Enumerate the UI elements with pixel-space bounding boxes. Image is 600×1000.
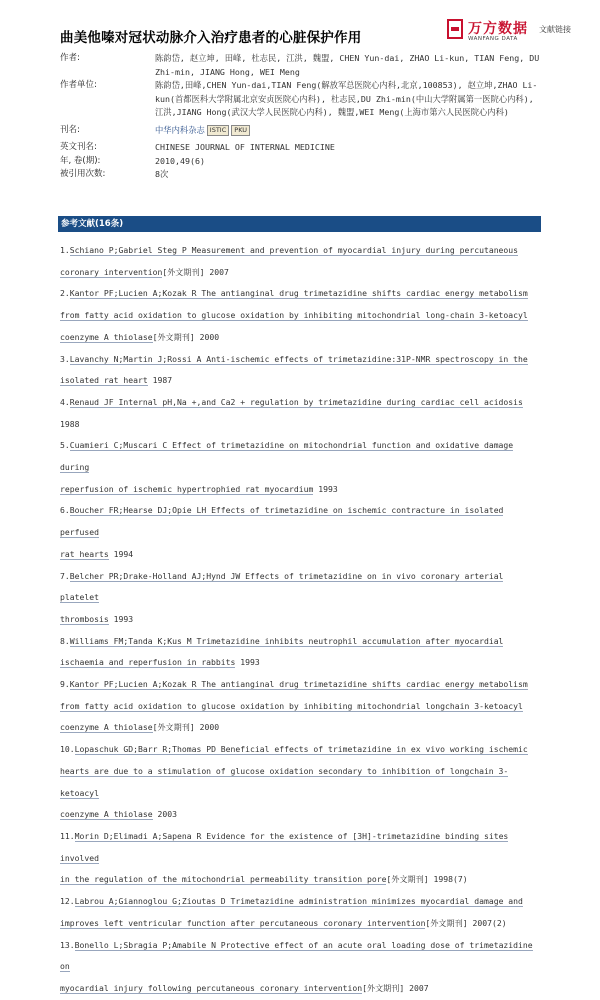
reference-link[interactable]: isolated rat heart [60,375,148,386]
meta-value-journal [155,124,540,138]
reference-text: 2003 [152,809,177,820]
reference-link[interactable]: Morin D;Elimadi A;Sapena R Evidence for the existence of [3H]-trimetazidine binding sites involved [60,830,509,863]
reference-text: 1. [60,245,70,255]
reference-link[interactable]: Schiano P;Gabriel Steg P Measurement and prevention of myocardial injury during percutaneous [69,245,519,255]
meta-label: 被引用次数: [60,169,106,179]
reference-link[interactable]: Boucher FR;Hearse DJ;Opie LH Effects of trimetazidine on ischemic contracture in isolated perfused [60,505,504,538]
reference-link[interactable]: Lopaschuk GD;Barr R;Thomas PD Beneficial effects of trimetazidine in ex vivo working ischemic [74,744,528,755]
reference-text: 8. [60,635,70,646]
reference-line [60,696,540,718]
reference-text: 1993 [235,657,260,668]
reference-text: [外文期刊] 2007 [362,982,429,993]
reference-text: 3. [60,353,70,364]
wanfang-logo[interactable] [447,19,587,47]
reference-line [60,566,540,609]
reference-link[interactable]: Belcher PR;Drake-Holland AJ;Hynd JW Effects of trimetazidine on in vivo coronary arterial platelet [60,570,504,603]
reference-text: 10. [60,744,75,755]
reference-link[interactable]: Williams FM;Tanda K;Kus M Trimetazidine inhibits neutrophil accumulation after myocardial [69,635,504,646]
reference-line [60,370,540,392]
reference-text: 1994 [108,548,134,559]
reference-text: 7. [60,570,70,581]
reference-link[interactable]: Lavanchy N;Martin J;Rossi A Anti-ischemic effects of trimetazidine:31P-NMR spectroscopy in the [69,353,528,364]
reference-text: 5. [60,440,70,451]
reference-line [60,240,540,262]
reference-item [60,500,540,565]
reference-link[interactable]: Renaud JF Internal pH,Na +,and Ca2 + regulation by trimetazidine during cardiac cell acidosis [69,396,523,407]
reference-line [60,935,540,978]
istic-badge: ISTIC [207,125,229,136]
meta-affiliations [60,79,540,120]
reference-link[interactable]: from fatty acid oxidation to glucose oxidation by inhibiting mitochondrial longchain 3-ketoacyl [60,700,523,711]
reference-link[interactable]: coenzyme A thiolase [60,722,153,733]
reference-item [60,283,540,348]
reference-item [60,392,540,435]
reference-text: 11. [60,830,75,841]
reference-line [60,761,540,804]
reference-link[interactable]: reperfusion of ischemic hypertrophied rat myocardium [60,483,314,494]
reference-line [60,349,540,371]
reference-text: 1988 [60,418,80,429]
reference-item [60,826,540,891]
reference-text: 1987 [147,375,173,386]
reference-text: 12. [60,896,75,907]
reference-text: [外文期刊] 2000 [152,331,220,342]
reference-text: 9. [60,679,70,690]
page-title: 曲美他嗪对冠状动脉介入治疗患者的心脏保护作用 [60,30,362,46]
reference-link[interactable]: Kantor PF;Lucien A;Kozak R The antianginal drug trimetazidine shifts cardiac energy metabolism [69,288,528,299]
reference-text: [外文期刊] 2007(2) [425,917,507,928]
reference-link[interactable]: Bonello L;Sbragia P;Amabile N Protective effect of an acute oral loading dose of trimetazidine on [60,939,533,972]
reference-item [60,349,540,392]
reference-line [60,674,540,696]
reference-item [60,739,540,826]
reference-item [60,240,540,283]
reference-item [60,631,540,674]
reference-link[interactable]: Labrou A;Giannoglou G;Zioutas D Trimetazidine administration minimizes myocardial damage and [74,896,523,907]
references-header: 参考文献(16条) [58,216,541,232]
reference-item [60,935,540,1000]
reference-line [60,891,540,913]
reference-link[interactable]: Kantor PF;Lucien A;Kozak R The antianginal drug trimetazidine shifts cardiac energy metabolism [69,679,528,690]
meta-label: 年, 卷(期): [60,155,101,166]
reference-line [60,652,540,674]
meta-year-volume [60,155,540,169]
reference-link[interactable]: in the regulation of the mitochondrial permeability transition pore [60,874,387,885]
pku-badge: PKU [231,125,250,136]
reference-item [60,891,540,934]
reference-link[interactable]: ischaemia and reperfusion in rabbits [60,657,236,668]
reference-line [60,739,540,761]
meta-value-journal-en[interactable]: CHINESE JOURNAL OF INTERNAL MEDICINE [155,142,335,152]
reference-line [60,283,540,305]
reference-text: 4. [60,396,70,407]
reference-link[interactable]: hearts are due to a stimulation of glucose oxidation secondary to inhibition of longchain 3-ketoacyl [60,765,509,798]
reference-text: 2. [60,288,70,299]
reference-line [60,305,540,327]
reference-line [60,262,540,284]
reference-text: [外文期刊] 1998(7) [386,874,468,885]
reference-text: 6. [60,505,70,516]
reference-line [60,826,540,869]
reference-link[interactable]: thrombosis [60,613,109,624]
reference-line [60,392,540,435]
reference-line [60,978,540,1000]
reference-list [60,240,540,1000]
meta-label: 作者单位: [60,80,97,90]
meta-value-year: 2010,49(6) [155,155,205,166]
meta-label: 作者: [60,53,80,63]
article-meta [60,52,540,182]
logo-en: WANFANG DATA [468,36,518,42]
meta-authors [60,52,540,79]
reference-link[interactable]: coenzyme A thiolase [60,809,153,820]
reference-line [60,500,540,543]
reference-link[interactable]: coronary intervention [60,266,163,277]
reference-line [60,609,540,631]
reference-line [60,631,540,653]
logo-cn: 万方数据 [468,21,528,37]
reference-link[interactable]: myocardial injury following percutaneous coronary intervention [60,982,363,993]
logo-tag: 文献链接 [539,25,571,34]
meta-journal-en [60,141,540,155]
reference-link[interactable]: rat hearts [60,548,109,559]
meta-value-authors[interactable]: 陈韵岱, 赵立坤, 田峰, 杜志民, 江洪, 魏盟, CHEN Yun-dai, ZHAO Li-kun, TIAN Feng, DU Zhi-min, JIANG Hong, WEI Meng [155,53,540,77]
meta-citations [60,168,540,182]
meta-value-citations: 8次 [155,169,169,179]
reference-line [60,479,540,501]
reference-line [60,544,540,566]
wanfang-logo-icon [447,19,463,39]
reference-link[interactable]: improves left ventricular function after percutaneous coronary intervention [60,917,426,928]
reference-link[interactable]: coenzyme A thiolase [60,331,153,342]
reference-line [60,327,540,349]
reference-text: 13. [60,939,75,950]
reference-link[interactable]: from fatty acid oxidation to glucose oxidation by inhibiting mitochondrial long-chain 3-ketoacyl [60,310,528,321]
reference-line [60,717,540,739]
reference-line [60,435,540,478]
reference-text: 1993 [313,483,338,494]
reference-text: 1993 [108,613,134,624]
journal-link[interactable]: 中华内科杂志 [155,124,205,135]
reference-line [60,869,540,891]
meta-value-affiliations[interactable]: 陈韵岱,田峰,CHEN Yun-dai,TIAN Feng(解放军总医院心内科,北京,100853), 赵立坤,ZHAO Li-kun(首都医科大学附属北京安贞医院心内科), 杜志民,DU Zhi-min(中山大学附属第一医院心内科), 江洪,JIANG Hong(武汉大学人民医院心内科), 魏盟,WEI Meng(上海市第六人民医院心内科) [155,80,538,117]
reference-text: [外文期刊] 2000 [152,722,220,733]
reference-item [60,674,540,739]
meta-label: 刊名: [60,124,80,135]
reference-item [60,435,540,500]
reference-line [60,804,540,826]
meta-label: 英文刊名: [60,142,97,152]
reference-link[interactable]: Cuamieri C;Muscari C Effect of trimetazidine on mitochondrial function and oxidative damage during [60,440,514,473]
reference-line [60,913,540,935]
reference-text: [外文期刊] 2007 [162,266,229,277]
reference-item [60,566,540,631]
meta-journal [60,124,540,138]
